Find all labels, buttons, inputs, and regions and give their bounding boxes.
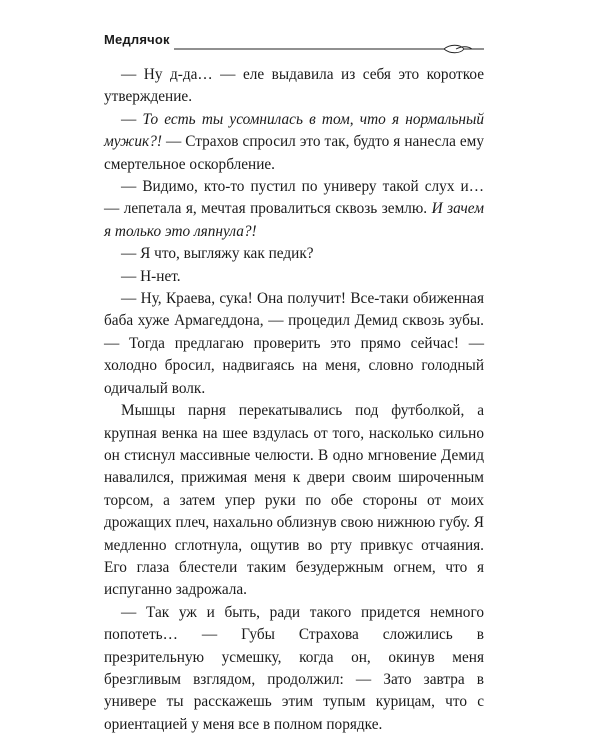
italic-run: И зачем я только это ляпнула?!	[104, 200, 484, 240]
text-run: — Н-нет.	[121, 267, 181, 285]
running-title: Медлячок	[104, 32, 170, 47]
paragraph	[104, 176, 484, 243]
text-run: — Видимо, кто-то пустил по универу такой слух и… — лепетала я, мечтая провалиться сквозь землю.	[104, 178, 484, 218]
chapter-text	[104, 64, 484, 736]
running-header	[104, 24, 484, 52]
text-run: — Так уж и быть, ради такого придется немного попотеть… — Губы Страхова сложились в презрительную усмешку, когда он, окинув меня брезгливым взглядом, продолжил: — Зато завтра в универе ты расскажешь этим тупым курицам, что с ориентацией у меня все в полном порядке.	[104, 603, 484, 733]
paragraph	[104, 64, 484, 109]
paragraph	[104, 602, 484, 736]
header-ornament-rule	[104, 44, 484, 56]
text-run: — Я что, выгляжу как педик?	[121, 245, 314, 263]
paragraph	[104, 266, 484, 288]
paragraph	[104, 243, 484, 265]
paragraph	[104, 400, 484, 602]
paragraph	[104, 288, 484, 400]
paragraph	[104, 109, 484, 176]
text-run: — Ну, Краева, сука! Она получит! Все-таки обиженная баба хуже Армагеддона, — процедил Демид сквозь зубы. — Тогда предлагаю проверить это прямо сейчас! — холодно бросил, надвигаясь на меня, словно голодный одичалый волк.	[104, 290, 484, 397]
text-run: Мышцы парня перекатывались под футболкой, а крупная венка на шее вздулась от того, насколько сильно он стиснул массивные челюсти. В одно мгновение Демид навалился, прижимая меня к двери своим широченным торсом, а затем упер руки по обе стороны от моих дрожащих плеч, нахально облизнув свою нижнюю губу. Я медленно сглотнула, ощутив во рту привкус отчаяния. Его глаза блестели таким безудержным огнем, что я испуганно задрожала.	[104, 402, 484, 599]
text-run: — Страхов спросил это так, будто я нанесла ему смертельное оскорбление.	[104, 133, 484, 173]
italic-run: То есть ты усомнилась в том, что я нормальный мужик?!	[104, 110, 485, 151]
text-run: —	[121, 110, 143, 128]
text-run: — Ну д-да… — еле выдавила из себя это короткое утверждение.	[104, 66, 484, 106]
